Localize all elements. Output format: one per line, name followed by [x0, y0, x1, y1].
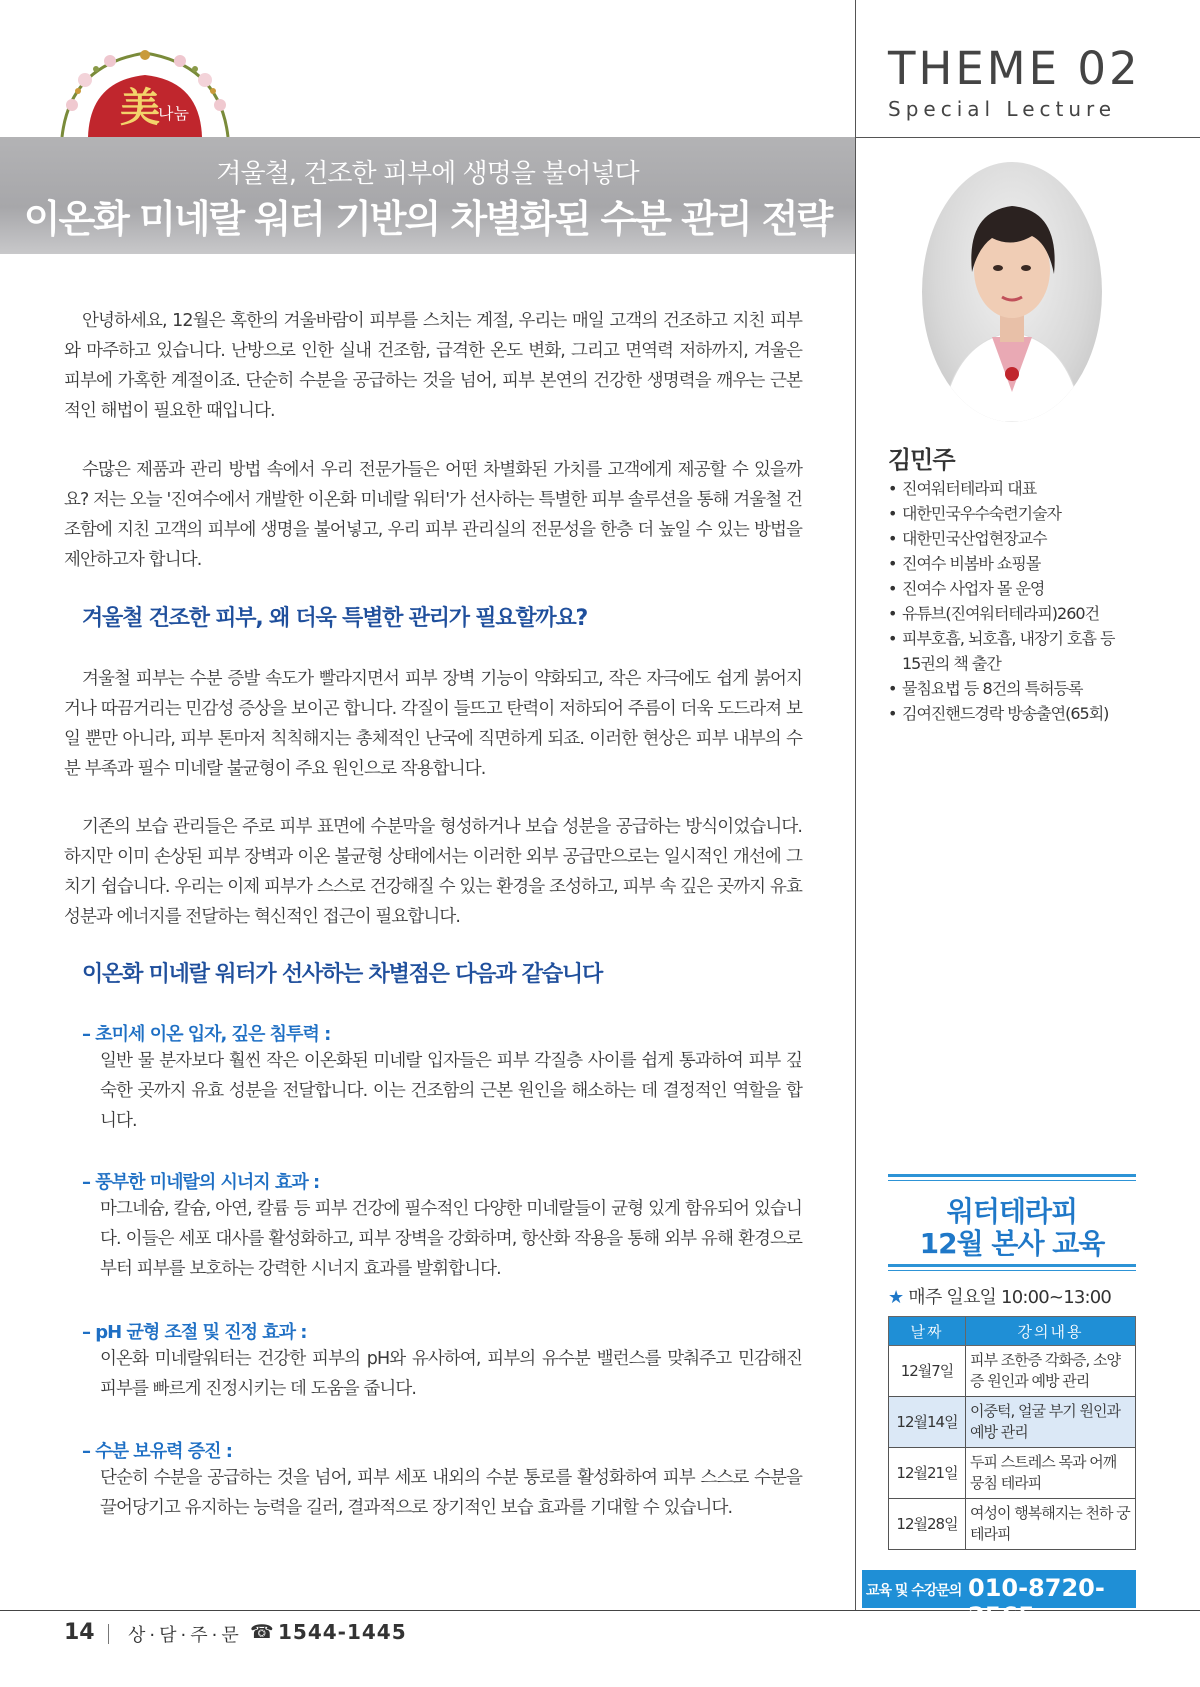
- table-cell-content: 두피 스트레스 목과 어깨 뭉침 테라피: [966, 1448, 1136, 1499]
- table-row: [889, 1397, 1136, 1448]
- credential-item: • 유튜브(진여워터테라피)260건: [888, 601, 1198, 626]
- table-cell-date: 12월21일: [889, 1448, 966, 1499]
- table-cell-date: 12월7일: [889, 1346, 966, 1397]
- page-number: 14: [64, 1620, 95, 1645]
- feature-body: 이온화 미네랄워터는 건강한 피부의 pH와 유사하여, 피부의 유수분 밸런스를 맞춰주고 민감해진 피부를 빠르게 진정시키는 데 도움을 줍니다.: [100, 1349, 802, 1399]
- feature-body: 단순히 수분을 공급하는 것을 넘어, 피부 세포 내외의 수분 통로를 활성화하여 피부 스스로 수분을 끌어당기고 유지하는 능력을 길러, 결과적으로 장기적인 보습 효과를 기대할 수 있습니다.: [100, 1468, 802, 1518]
- credential-item: • 물침요법 등 8건의 특허등록: [888, 676, 1198, 701]
- feature-body: 일반 물 분자보다 훨씬 작은 이온화된 미네랄 입자들은 피부 각질층 사이를 쉽게 통과하여 피부 깊숙한 곳까지 유효 성분을 전달합니다. 이는 건조함의 근본 원인을 해소하는 데 결정적인 역할을 합니다.: [100, 1051, 802, 1131]
- logo-char: 美: [120, 84, 160, 131]
- edu-title: 12월 본사 교육: [919, 1227, 1105, 1260]
- paragraph-intro: 안녕하세요, 12월은 혹한의 겨울바람이 피부를 스치는 계절, 우리는 매일 고객의 건조하고 지친 피부와 마주하고 있습니다. 난방으로 인한 실내 건조함, 급격한 온도 변화, 그리고 면역력 저하까지, 겨울은 피부에 가혹한 계절이죠. 단순히 수분을 공급하는 것을 넘어, 피부 본연의 건강한 생명력을 깨우는 근본적인 해법이 필요한 때입니다.: [64, 311, 802, 421]
- article-title: 이온화 미네랄 워터 기반의 차별화된 수분 관리 전략: [23, 197, 832, 241]
- table-row: [889, 1448, 1136, 1499]
- table-row: [889, 1346, 1136, 1397]
- section-heading: 이온화 미네랄 워터가 선사하는 차별점은 다음과 같습니다: [82, 962, 603, 987]
- brand-logo: [50, 45, 240, 137]
- table-cell-date: 12월14일: [889, 1397, 966, 1448]
- feature-title: – pH 균형 조절 및 진정 효과 :: [82, 1322, 307, 1343]
- theme-title: THEME 02: [888, 42, 1141, 95]
- footer-label: 상·담·주·문: [128, 1625, 243, 1646]
- author-name: 김민주: [888, 446, 955, 474]
- author-portrait: [922, 162, 1102, 422]
- column-divider: [855, 0, 856, 1610]
- credential-item: • 대한민국우수숙련기술자: [888, 501, 1198, 526]
- star-icon: ★: [888, 1287, 904, 1308]
- credential-item: • 진여수 비봄바 쇼핑몰: [888, 551, 1198, 576]
- paragraph-proposal: 수많은 제품과 관리 방법 속에서 우리 전문가들은 어떤 차별화된 가치를 고객에게 제공할 수 있을까요? 저는 오늘 '진여수에서 개발한 이온화 미네랄 워터'가 선사하는 특별한 피부 솔루션을 통해 겨울철 건조함에 지친 고객의 피부에 생명을 불어넣고, 우리 피부 관리실의 전문성을 한층 더 높일 수 있는 방법을 제안하고자 합니다.: [64, 460, 802, 570]
- column-header-content: 강의내용: [966, 1317, 1136, 1346]
- portrait-illustration: [922, 162, 1102, 422]
- edu-title: 워터테라피: [946, 1195, 1078, 1228]
- contact-bar: [862, 1570, 1136, 1630]
- edu-rule-top: [888, 1174, 1136, 1181]
- credential-item: • 진여수 사업자 몰 운영: [888, 576, 1198, 601]
- logo-text: 나눔: [158, 104, 189, 123]
- table-cell-content: 이중턱, 얼굴 부기 원인과 예방 관리: [966, 1397, 1136, 1448]
- footer-phone[interactable]: 1544-1445: [278, 1620, 407, 1644]
- credential-item: • 대한민국산업현장교수: [888, 526, 1198, 551]
- article-subtitle: 겨울철, 건조한 피부에 생명을 불어넣다: [216, 159, 639, 189]
- contact-phone[interactable]: 010-8720-2565: [968, 1574, 1105, 1630]
- credential-item: • 진여워터테라피 대표: [888, 476, 1198, 501]
- section-heading: 겨울철 건조한 피부, 왜 더욱 특별한 관리가 필요할까요?: [82, 606, 588, 631]
- edu-schedule-text: 매주 일요일 10:00~13:00: [908, 1287, 1112, 1308]
- paragraph-existing-care: 기존의 보습 관리들은 주로 피부 표면에 수분막을 형성하거나 보습 성분을 공급하는 방식이었습니다. 하지만 이미 손상된 피부 장벽과 이온 불균형 상태에서는 이러한 외부 공급만으로는 일시적인 개선에 그치기 쉽습니다. 우리는 이제 피부가 스스로 건강해질 수 있는 환경을 조성하고, 피부 속 깊은 곳까지 유효 성분과 에너지를 전달하는 혁신적인 접근이 필요합니다.: [64, 817, 802, 927]
- feature-title: – 풍부한 미네랄의 시너지 효과 :: [82, 1172, 320, 1193]
- table-cell-date: 12월28일: [889, 1499, 966, 1550]
- feature-body: 마그네슘, 칼슘, 아연, 칼륨 등 피부 건강에 필수적인 다양한 미네랄들이 균형 있게 함유되어 있습니다. 이들은 세포 대사를 활성화하고, 피부 장벽을 강화하며, 항산화 작용을 통해 외부 유해 환경으로부터 피부를 보호하는 강력한 시너지 효과를 발휘합니다.: [100, 1199, 802, 1279]
- column-header-date: 날짜: [889, 1317, 966, 1346]
- edu-schedule-table: [888, 1316, 1136, 1550]
- contact-label: 교육 및 수강문의: [866, 1583, 962, 1599]
- feature-title: – 초미세 이온 입자, 깊은 침투력 :: [82, 1024, 331, 1045]
- table-cell-content: 피부 조한증 각화증, 소양증 원인과 예방 관리: [966, 1346, 1136, 1397]
- header-rule: [855, 137, 1200, 138]
- credential-item: • 피부호흡, 뇌호흡, 내장기 호흡 등 15권의 책 출간: [888, 626, 1132, 676]
- theme-subtitle: Special Lecture: [888, 97, 1117, 121]
- phone-icon: ☎: [250, 1621, 274, 1643]
- footer-separator: [108, 1624, 109, 1644]
- table-row: [889, 1499, 1136, 1550]
- edu-schedule: [888, 1283, 1111, 1309]
- edu-rule-bottom: [888, 1264, 1136, 1271]
- credential-list: [888, 476, 1198, 726]
- feature-title: – 수분 보유력 증진 :: [82, 1441, 232, 1462]
- table-cell-content: 여성이 행복해지는 천하 궁 테라피: [966, 1499, 1136, 1550]
- credential-item: • 김여진핸드경락 방송출연(65회): [888, 701, 1198, 726]
- paragraph-winter-skin: 겨울철 피부는 수분 증발 속도가 빨라지면서 피부 장벽 기능이 약화되고, 작은 자극에도 쉽게 붉어지거나 따끔거리는 민감성 증상을 보이곤 합니다. 각질이 들뜨고 탄력이 저하되어 주름이 더욱 도드라져 보일 뿐만 아니라, 피부 톤마저 칙칙해지는 총체적인 난국에 직면하게 되죠. 이러한 현상은 피부 내부의 수분 부족과 필수 미네랄 불균형이 주요 원인으로 작용합니다.: [64, 669, 802, 779]
